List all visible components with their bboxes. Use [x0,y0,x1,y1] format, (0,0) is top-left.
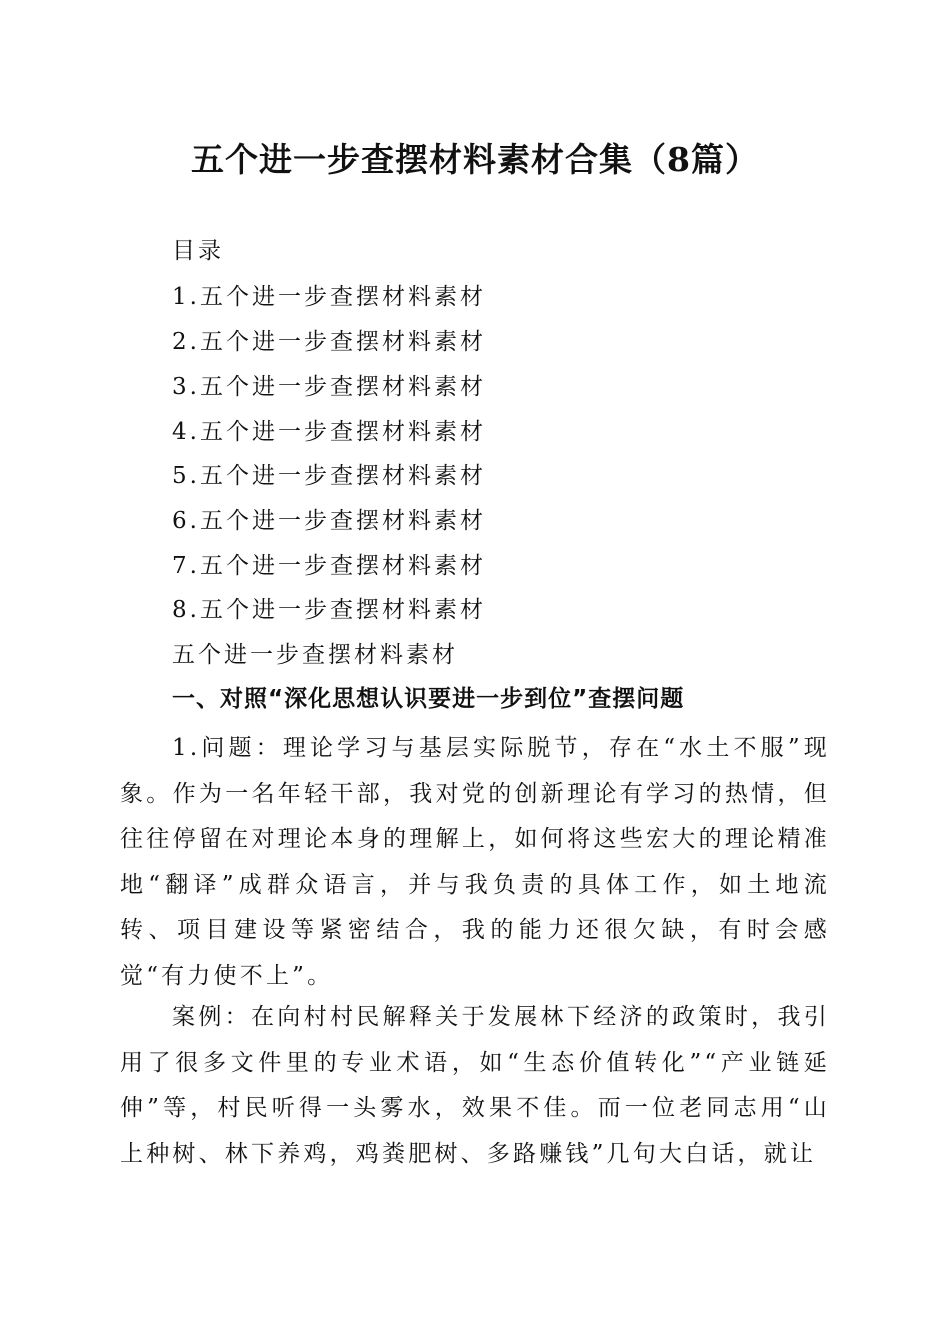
body-paragraph: 1.问题：理论学习与基层实际脱节，存在“水土不服”现象。作为一名年轻干部，我对党的创新理论有学习的热情，但往往停留在对理论本身的理解上，如何将这些宏大的理论精准地“翻译”成群众语言，并与我负责的具体工作，如土地流转、项目建设等紧密结合，我的能力还很欠缺，有时会感觉“有力使不上”。 [120,735,830,989]
toc-item[interactable]: 2.五个进一步查摆材料素材 [172,329,486,355]
toc-label: 目录 [172,238,224,264]
toc-item[interactable]: 3.五个进一步查摆材料素材 [172,374,486,400]
toc-item[interactable]: 7.五个进一步查摆材料素材 [172,553,486,579]
body-paragraph: 案例：在向村村民解释关于发展林下经济的政策时，我引用了很多文件里的专业术语，如“生态价值转化”“产业链延伸”等，村民听得一头雾水，效果不佳。而一位老同志用“山上种树、林下养鸡，鸡粪肥树、多路赚钱”几句大白话，就让 [120,1004,830,1167]
toc-item[interactable]: 4.五个进一步查摆材料素材 [172,419,486,445]
article-subtitle: 五个进一步查摆材料素材 [172,642,458,668]
toc-item[interactable]: 1.五个进一步查摆材料素材 [172,284,486,310]
section-heading: 一、对照“深化思想认识要进一步到位”查摆问题 [172,686,685,712]
toc-item[interactable]: 8.五个进一步查摆材料素材 [172,597,486,623]
toc-item[interactable]: 6.五个进一步查摆材料素材 [172,508,486,534]
document-title: 五个进一步查摆材料素材合集（8篇） [191,140,759,179]
toc-item[interactable]: 5.五个进一步查摆材料素材 [172,463,486,489]
